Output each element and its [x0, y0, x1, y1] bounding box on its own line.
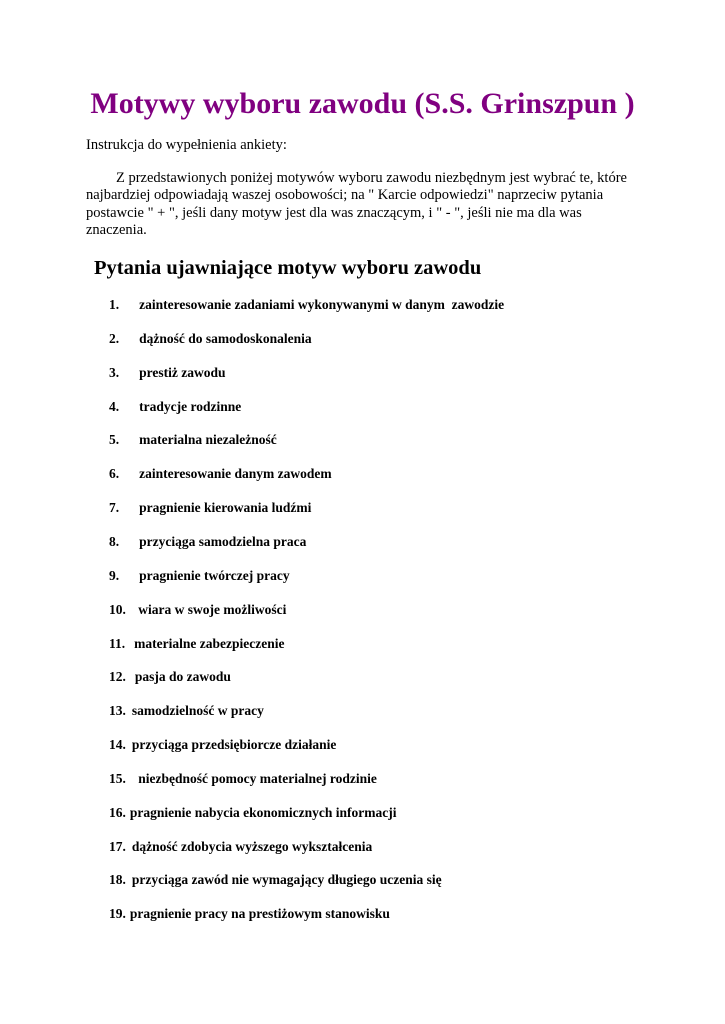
question-text: pragnienie twórczej pracy — [139, 567, 290, 583]
question-text: pragnienie pracy na prestiżowym stanowisku — [129, 906, 390, 922]
question-text: materialna niezależność — [139, 432, 277, 448]
question-number: 4. — [109, 398, 120, 414]
question-text: wiara w swoje możliwości — [134, 601, 287, 617]
question-number: 10. — [109, 601, 126, 617]
question-number: 2. — [109, 330, 120, 346]
question-text: przyciąga zawód nie wymagający długiego uczenia się — [131, 872, 442, 888]
question-item — [109, 804, 397, 822]
question-item — [109, 601, 286, 619]
question-number: 8. — [109, 533, 120, 549]
question-number: 13. — [109, 703, 126, 719]
question-text: przyciąga samodzielna praca — [139, 533, 307, 549]
question-item — [109, 567, 290, 585]
question-number: 1. — [109, 297, 120, 312]
question-number: 14. — [109, 737, 126, 753]
question-item — [109, 668, 231, 686]
section-heading: Pytania ujawniające motyw wyboru zawodu — [94, 257, 482, 279]
question-item — [109, 364, 226, 382]
question-text: dążność zdobycia wyższego wykształcenia — [131, 838, 373, 854]
question-text: prestiż zawodu — [139, 364, 226, 380]
question-item — [109, 905, 390, 923]
question-text: tradycje rodzinne — [139, 398, 242, 414]
question-text: pragnienie nabycia ekonomicznych informacji — [129, 804, 397, 820]
question-item — [109, 431, 277, 449]
question-item — [109, 533, 306, 551]
question-number: 3. — [109, 364, 120, 380]
question-number: 18. — [109, 872, 126, 888]
question-number: 11. — [109, 635, 126, 651]
question-text: pragnienie kierowania ludźmi — [139, 500, 312, 516]
question-item — [109, 702, 264, 720]
question-text: zainteresowanie zadaniami wykonywanymi w danym zawodzie — [139, 297, 505, 312]
question-text: dążność do samodoskonalenia — [139, 330, 312, 346]
question-item — [109, 635, 284, 653]
question-number: 6. — [109, 466, 120, 482]
question-number: 12. — [109, 669, 126, 685]
question-number: 15. — [109, 770, 126, 786]
question-item — [109, 770, 377, 788]
question-item — [109, 871, 442, 889]
question-item — [109, 838, 372, 856]
question-number: 7. — [109, 500, 120, 516]
question-number: 17. — [109, 838, 126, 854]
instructions-paragraph: Z przedstawionych poniżej motywów wyboru zawodu niezbędnym jest wybrać te, które najbardziej odpowiadają waszej osobowości; na " Karcie odpowiedzi" naprzeciw pytania postawcie " + ", jeśli dany motyw jest dla was znaczącym, i " - ", jeśli nie ma dla was znaczenia. — [86, 170, 627, 239]
question-number: 9. — [109, 567, 120, 583]
question-text: materialne zabezpieczenie — [134, 635, 285, 651]
question-text: niezbędność pomocy materialnej rodzinie — [134, 770, 377, 786]
question-text: zainteresowanie danym zawodem — [139, 466, 332, 482]
question-item — [109, 296, 504, 314]
question-text: pasja do zawodu — [134, 669, 231, 685]
question-item — [109, 736, 336, 754]
document-title: Motywy wyboru zawodu (S.S. Grinszpun ) — [90, 87, 635, 120]
question-item — [109, 330, 312, 348]
question-text: samodzielność w pracy — [131, 703, 264, 719]
question-number: 5. — [109, 432, 120, 448]
question-text: przyciąga przedsiębiorcze działanie — [131, 737, 337, 753]
instructions-label: Instrukcja do wypełnienia ankiety: — [86, 137, 287, 153]
question-number: 19. — [109, 906, 126, 922]
question-item — [109, 398, 241, 416]
question-item — [109, 499, 311, 517]
question-item — [109, 465, 332, 483]
question-number: 16. — [109, 804, 126, 820]
